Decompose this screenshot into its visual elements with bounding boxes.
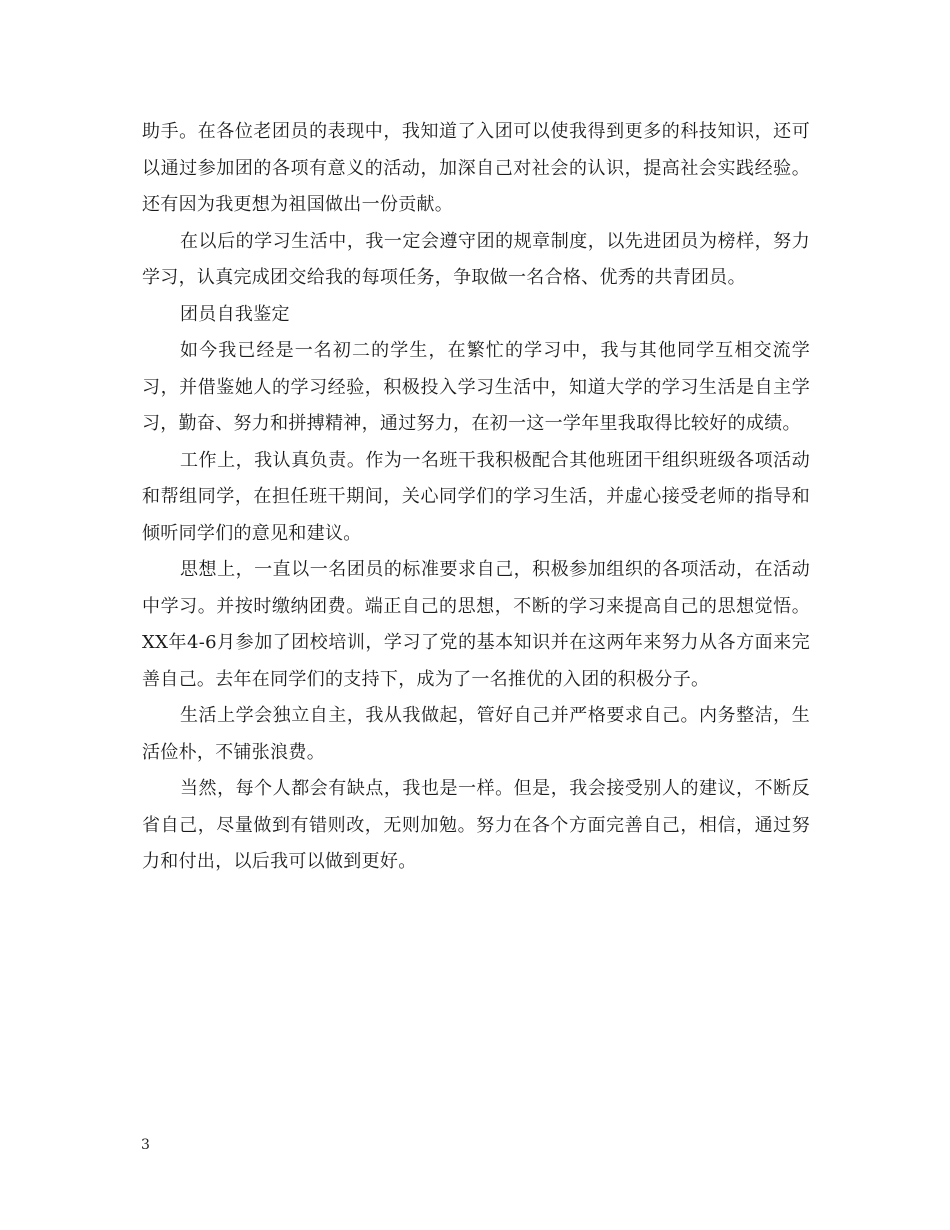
body-text (142, 114, 810, 881)
paragraph-work: 工作上，我认真负责。作为一名班干我积极配合其他班团干组织班级各项活动和帮组同学，在担任班干期间，关心同学们的学习生活，并虚心接受老师的指导和倾听同学们的意见和建议。 (142, 449, 810, 544)
paragraph-commitment: 在以后的学习生活中，我一定会遵守团的规章制度，以先进团员为榜样，努力学习，认真完成团交给我的每项任务，争取做一名合格、优秀的共青团员。 (142, 230, 810, 288)
paragraph-continuation: 助手。在各位老团员的表现中，我知道了入团可以使我得到更多的科技知识，还可以通过参加团的各项有意义的活动，加深自己对社会的认识，提高社会实践经验。还有因为我更想为祖国做出一份贡献。 (142, 121, 810, 215)
paragraph-thought: 思想上，一直以一名团员的标准要求自己，积极参加组织的各项活动，在活动中学习。并按时缴纳团费。端正自己的思想，不断的学习来提高自己的思想觉悟。XX年4-6月参加了团校培训，学习了党的基本知识并在这两年来努力从各方面来完善自己。去年在同学们的支持下，成为了一名推优的入团的积极分子。 (142, 559, 810, 690)
page-number: 3 (141, 1137, 150, 1153)
paragraph-conclusion: 当然，每个人都会有缺点，我也是一样。但是，我会接受别人的建议，不断反省自己，尽量做到有错则改，无则加勉。努力在各个方面完善自己，相信，通过努力和付出，以后我可以做到更好。 (142, 778, 810, 872)
paragraph-life: 生活上学会独立自主，我从我做起，管好自己并严格要求自己。内务整洁，生活俭朴，不铺张浪费。 (142, 705, 810, 763)
paragraph-study: 如今我已经是一名初二的学生，在繁忙的学习中，我与其他同学互相交流学习，并借鉴她人的学习经验，积极投入学习生活中，知道大学的学习生活是自主学习，勤奋、努力和拼搏精神，通过努力，在初一这一学年里我取得比较好的成绩。 (142, 340, 810, 434)
section-heading: 团员自我鉴定 (180, 303, 290, 325)
